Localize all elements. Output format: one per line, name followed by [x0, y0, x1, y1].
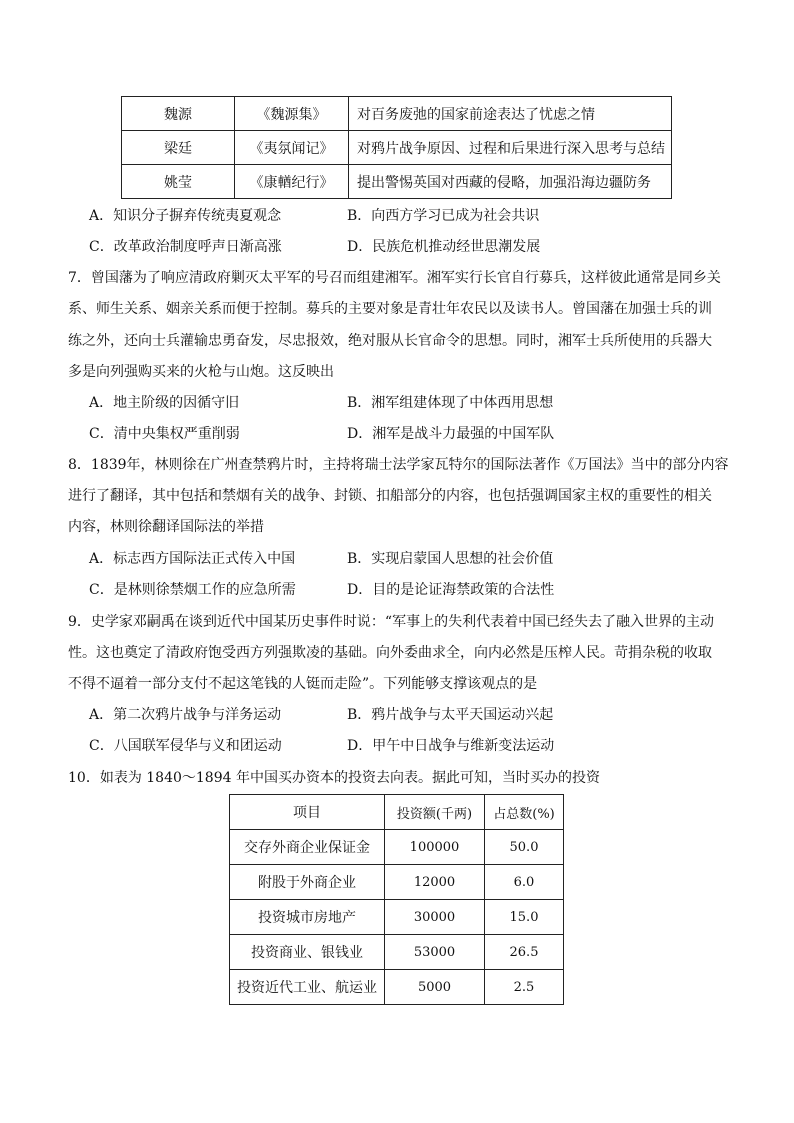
q6-material-table — [121, 96, 672, 199]
table-cell-amount: 5000 — [385, 970, 485, 1005]
table-cell-item: 投资近代工业、航运业 — [230, 970, 385, 1005]
table-row — [230, 830, 564, 865]
table-header: 项目 — [230, 795, 385, 830]
q7-stem-line: 练之外，还向士兵灌输忠勇奋发，尽忠报效，绝对服从长官命令的思想。同时，湘军士兵所使用的兵器大 — [68, 333, 712, 349]
table-header-row — [230, 795, 564, 830]
q9-option-a[interactable]: A．第二次鸦片战争与洋务运动 — [89, 707, 282, 723]
table-row — [122, 131, 672, 165]
table-cell-item: 交存外商企业保证金 — [230, 830, 385, 865]
q8-option-a[interactable]: A．标志西方国际法正式传入中国 — [89, 551, 296, 567]
q8-stem-line: 8．1839年，林则徐在广州查禁鸦片时，主持将瑞士法学家瓦特尔的国际法著作《万国法》当中的部分内容 — [68, 457, 729, 473]
table-cell-name: 魏源 — [122, 97, 235, 131]
q9-stem-line: 不得不逼着一部分支付不起这笔钱的人铤而走险”。下列能够支撑该观点的是 — [68, 676, 538, 692]
q8-option-b[interactable]: B．实现启蒙国人思想的社会价值 — [347, 551, 554, 567]
table-cell-item: 附股于外商企业 — [230, 865, 385, 900]
table-header: 占总数(%) — [485, 795, 564, 830]
table-cell-percent: 26.5 — [485, 935, 564, 970]
q6-option-a[interactable]: A．知识分子摒弃传统夷夏观念 — [89, 208, 282, 224]
q7-option-d[interactable]: D．湘军是战斗力最强的中国军队 — [347, 426, 555, 442]
table-cell-amount: 12000 — [385, 865, 485, 900]
q7-option-c[interactable]: C．清中央集权严重削弱 — [89, 426, 240, 442]
q7-stem-line: 多是向列强购买来的火枪与山炮。这反映出 — [68, 364, 334, 380]
q9-stem-line: 性。这也奠定了清政府饱受西方列强欺凌的基础。向外委曲求全，向内必然是压榨人民。苛捐杂税的收取 — [68, 645, 712, 661]
q8-option-c[interactable]: C．是林则徐禁烟工作的应急所需 — [89, 582, 296, 598]
table-cell-percent: 50.0 — [485, 830, 564, 865]
q7-stem-line: 7．曾国藩为了响应清政府剿灭太平军的号召而组建湘军。湘军实行长官自行募兵，这样彼此通常是同乡关 — [68, 270, 721, 286]
q9-option-b[interactable]: B．鸦片战争与太平天国运动兴起 — [347, 707, 554, 723]
table-cell-percent: 2.5 — [485, 970, 564, 1005]
q6-option-d[interactable]: D．民族危机推动经世思潮发展 — [347, 239, 541, 255]
table-cell-book: 《魏源集》 — [235, 97, 349, 131]
table-cell-book: 《康輶纪行》 — [235, 165, 349, 199]
q6-option-c[interactable]: C．改革政治制度呼声日渐高涨 — [89, 239, 282, 255]
q8-option-d[interactable]: D．目的是论证海禁政策的合法性 — [347, 582, 555, 598]
table-cell-item: 投资城市房地产 — [230, 900, 385, 935]
table-row — [230, 900, 564, 935]
q7-option-b[interactable]: B．湘军组建体现了中体西用思想 — [347, 395, 554, 411]
q7-stem-line: 系、师生关系、姻亲关系而便于控制。募兵的主要对象是青壮年农民以及读书人。曾国藩在加强士兵的训 — [68, 301, 712, 317]
table-cell-amount: 53000 — [385, 935, 485, 970]
table-row — [230, 970, 564, 1005]
q8-stem-line: 进行了翻译，其中包括和禁烟有关的战争、封锁、扣船部分的内容，也包括强调国家主权的重要性的相关 — [68, 488, 712, 504]
q10-investment-table — [229, 794, 564, 1005]
q9-option-c[interactable]: C．八国联军侵华与义和团运动 — [89, 738, 282, 754]
q8-stem-line: 内容，林则徐翻译国际法的举措 — [68, 519, 264, 535]
table-row — [122, 165, 672, 199]
table-row — [122, 97, 672, 131]
table-cell-amount: 30000 — [385, 900, 485, 935]
table-row — [230, 935, 564, 970]
q9-option-d[interactable]: D．甲午中日战争与维新变法运动 — [347, 738, 555, 754]
table-cell-book: 《夷氛闻记》 — [235, 131, 349, 165]
q10-stem: 10．如表为 1840～1894 年中国买办资本的投资去向表。据此可知，当时买办的投资 — [68, 770, 600, 786]
table-cell-name: 梁廷 — [122, 131, 235, 165]
q7-option-a[interactable]: A．地主阶级的因循守旧 — [89, 395, 240, 411]
table-cell-item: 投资商业、银钱业 — [230, 935, 385, 970]
table-header: 投资额(千两) — [385, 795, 485, 830]
table-row — [230, 865, 564, 900]
q9-stem-line: 9．史学家邓嗣禹在谈到近代中国某历史事件时说：“军事上的失利代表着中国已经失去了融入世界的主动 — [68, 614, 715, 630]
table-cell-name: 姚莹 — [122, 165, 235, 199]
q6-option-b[interactable]: B．向西方学习已成为社会共识 — [347, 208, 540, 224]
table-cell-desc: 对百务废弛的国家前途表达了忧虑之情 — [349, 97, 672, 131]
table-cell-desc: 对鸦片战争原因、过程和后果进行深入思考与总结 — [349, 131, 672, 165]
table-cell-percent: 6.0 — [485, 865, 564, 900]
table-cell-desc: 提出警惕英国对西藏的侵略，加强沿海边疆防务 — [349, 165, 672, 199]
table-cell-amount: 100000 — [385, 830, 485, 865]
table-cell-percent: 15.0 — [485, 900, 564, 935]
